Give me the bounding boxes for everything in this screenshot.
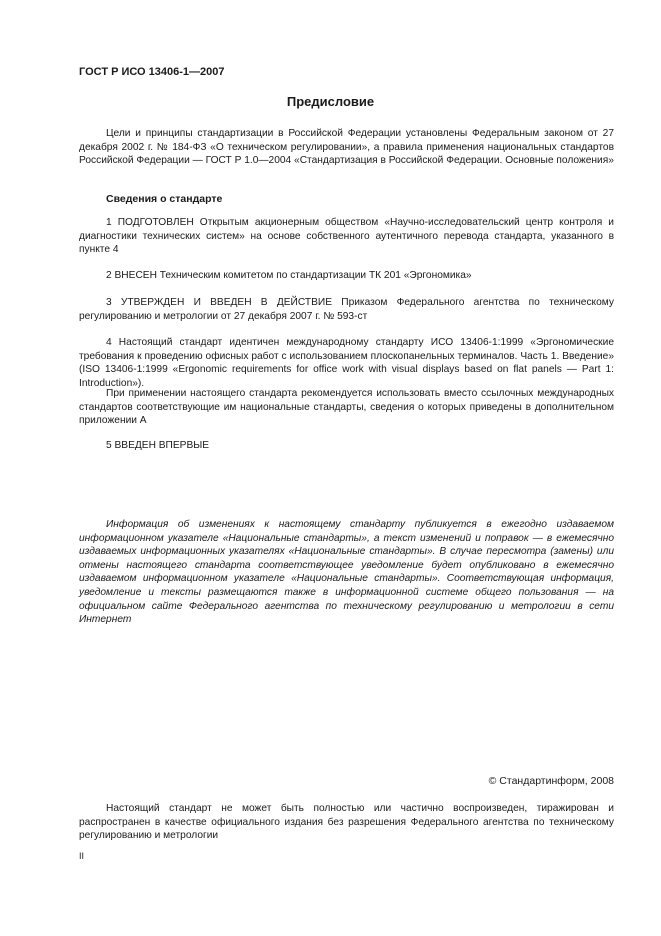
document-header: ГОСТ Р ИСО 13406-1—2007 [79, 66, 225, 78]
section-subheading: Сведения о стандарте [106, 193, 223, 205]
item-4-note: При применении настоящего стандарта рекомендуется использовать вместо ссылочных международных стандартов соответствующие им национальные стандарты, сведения о которых приведены в дополнительном приложении А [79, 388, 614, 427]
item-1: 1 ПОДГОТОВЛЕН Открытым акционерным обществом «Научно-исследовательский центр контроля и диагностики технических систем» на основе собственного аутентичного перевода стандарта, указанного в пункте 4 [79, 217, 614, 256]
item-5: 5 ВВЕДЕН ВПЕРВЫЕ [106, 440, 210, 451]
item-2: 2 ВНЕСЕН Техническим комитетом по стандартизации ТК 201 «Эргономика» [106, 270, 472, 281]
intro-paragraph: Цели и принципы стандартизации в Российской Федерации установлены Федеральным законом от 27 декабря 2002 г. № 184-ФЗ «О техническом регулировании», а правила применения национальных стандартов Российской Федерации — ГОСТ Р 1.0—2004 «Стандартизация в Российской Федерации. Основные положения» [79, 128, 614, 167]
copyright-line: © Стандартинформ, 2008 [488, 775, 614, 787]
notice-paragraph: Информация об изменениях к настоящему стандарту публикуется в ежегодно издаваемом информационном указателе «Национальные стандарты», а текст изменений и поправок — в ежемесячно издаваемых информационных указателях «Национальные стандарты». В случае пересмотра (замены) или отмены настоящего стандарта соответствующее уведомление будет опубликовано в ежемесячно издаваемом информационном указателе «Национальные стандарты». Соответствующая информация, уведомление и тексты размещаются также в информационной системе общего пользования — на официальном сайте Федерального агентства по техническому регулированию и метрологии в сети Интернет [79, 519, 614, 626]
rights-paragraph: Настоящий стандарт не может быть полностью или частично воспроизведен, тиражирован и распространен в качестве официального издания без разрешения Федерального агентства по техническому регулированию и метрологии [79, 803, 614, 842]
item-4: 4 Настоящий стандарт идентичен международному стандарту ИСО 13406-1:1999 «Эргономические требования к проведению офисных работ с использованием плоскопанельных терминалов. Часть 1. Введение» (ISO 13406-1:1999 «Ergonomic requirements for office work with visual displays based on flat panels — Part 1: Introduction»). [79, 337, 614, 389]
page-title: Предисловие [286, 94, 375, 109]
item-3: 3 УТВЕРЖДЕН И ВВЕДЕН В ДЕЙСТВИЕ Приказом Федерального агентства по техническому регулированию и метрологии от 27 декабря 2007 г. № 593-ст [79, 297, 614, 322]
page-number: II [79, 851, 85, 861]
